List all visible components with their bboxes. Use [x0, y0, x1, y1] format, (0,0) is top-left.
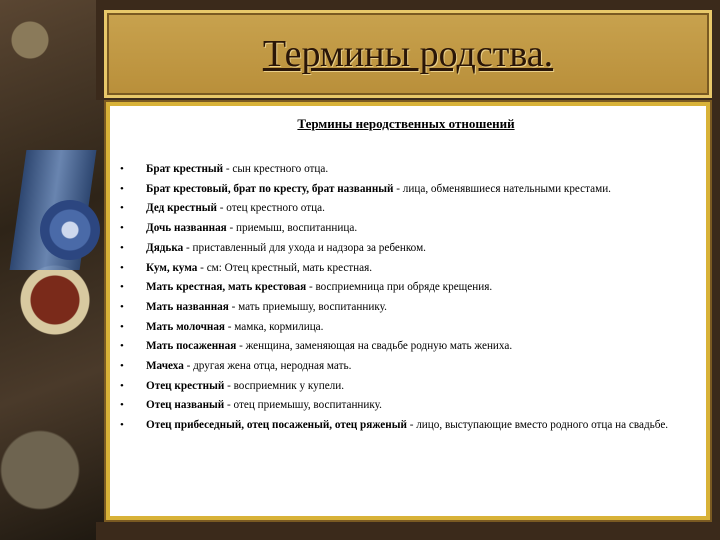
term-definition: - мать приемышу, воспитаннику. — [228, 300, 387, 313]
bottom-band — [96, 522, 720, 540]
slide-subtitle: Термины неродственных отношений — [297, 116, 515, 131]
term-name: Кум, кума — [146, 261, 198, 274]
bullet-icon — [120, 300, 146, 314]
term-item — [120, 162, 692, 176]
term-definition: - лицо, выступающие вместо родного отца на свадьбе. — [406, 419, 669, 432]
term-item — [120, 359, 692, 373]
medal-rosette — [40, 200, 100, 260]
decorative-medal-image — [0, 0, 110, 540]
term-item — [120, 418, 692, 432]
term-definition: - см: Отец крестный, мать крестная. — [197, 261, 373, 274]
bullet-icon — [120, 221, 146, 235]
term-definition: - сын крестного отца. — [223, 163, 329, 175]
term-item — [120, 201, 692, 215]
term-name: Дед крестный — [146, 202, 217, 215]
term-name: Мать молочная — [146, 320, 225, 333]
bullet-icon — [120, 201, 146, 215]
term-definition: - приставленный для ухода и надзора за ребенком. — [183, 241, 426, 254]
bullet-icon — [120, 261, 146, 275]
bullet-icon — [120, 241, 146, 255]
term-definition: - женщина, заменяющая на свадьбе родную мать жениха. — [236, 340, 513, 353]
bullet-icon — [120, 280, 146, 294]
term-name: Мать названная — [146, 300, 229, 313]
term-item — [120, 261, 692, 275]
terms-list — [120, 162, 692, 432]
term-name: Отец названый — [146, 399, 225, 412]
term-definition: - приемыш, воспитанница. — [226, 222, 358, 235]
term-definition: - восприемник у купели. — [224, 379, 345, 392]
term-definition: - отец приемышу, воспитаннику. — [224, 399, 382, 412]
term-name: Отец прибеседный, отец посаженый, отец ряженый — [146, 419, 407, 432]
term-item — [120, 339, 692, 353]
term-definition: - лица, обменявшиеся нательными крестами. — [393, 182, 611, 195]
term-name: Отец крестный — [146, 379, 225, 392]
bullet-icon — [120, 398, 146, 412]
term-name: Мать крестная, мать крестовая — [146, 281, 307, 294]
term-item — [120, 320, 692, 334]
term-item — [120, 241, 692, 255]
content-panel — [106, 102, 710, 520]
term-item — [120, 398, 692, 412]
term-name: Мать посаженная — [146, 340, 237, 353]
bullet-icon — [120, 379, 146, 393]
bullet-icon — [120, 359, 146, 373]
bullet-icon — [120, 418, 146, 432]
bullet-icon — [120, 162, 146, 176]
bullet-icon — [120, 320, 146, 334]
term-name: Дядька — [146, 241, 184, 254]
term-name: Дочь названная — [146, 222, 227, 235]
term-definition: - мамка, кормилица. — [224, 320, 324, 333]
term-item — [120, 280, 692, 294]
title-box — [104, 10, 712, 98]
bullet-icon — [120, 182, 146, 196]
slide-title: Термины родства. — [262, 33, 554, 75]
term-definition: - отец крестного отца. — [216, 202, 325, 215]
bullet-icon — [120, 339, 146, 353]
term-item — [120, 182, 692, 196]
term-item — [120, 221, 692, 235]
term-item — [120, 379, 692, 393]
term-name: Брат крестный — [146, 163, 224, 175]
term-definition: - восприемница при обряде крещения. — [306, 281, 493, 294]
term-definition: - другая жена отца, неродная мать. — [183, 360, 352, 373]
term-item — [120, 300, 692, 314]
term-name: Брат крестовый, брат по кресту, брат названный — [146, 182, 394, 195]
term-name: Мачеха — [146, 360, 184, 373]
